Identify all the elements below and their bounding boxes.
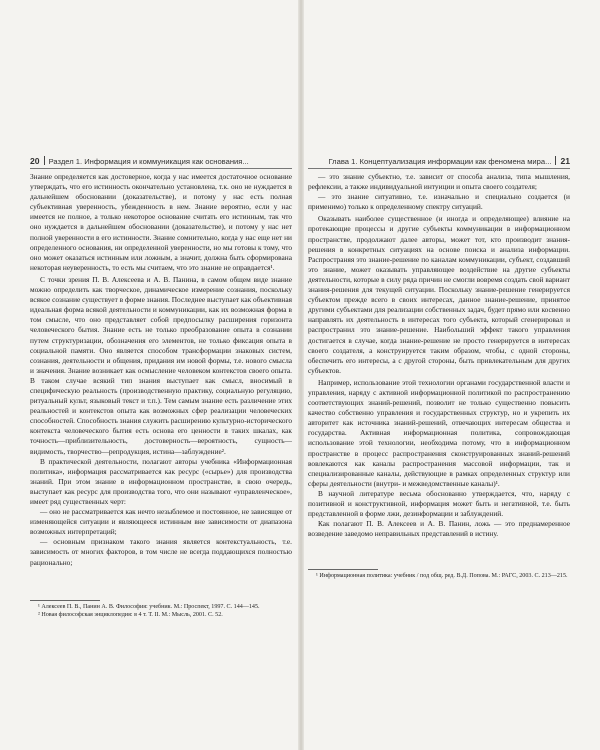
left-paragraph-5: — основным признаком такого знания является контекстуальность, т.е. зависимость от многих факторов, в том числе не всегда поддающихся полностью рационально; [30, 537, 292, 567]
right-paragraph-3: Оказывать наиболее существенное (и иногда и определяющее) влияние на протекающие процессы и другие субъекты коммуникации в информационном пространстве, продолжают далее авторы, может тот, кто производит знания-решения в конкретных ситуациях на основе поиска и анализа информации. Распространяя это знание-решение по каналам коммуникации, субъект, создавший это знание, может оказывать управляющее воздействие на другие субъекты деятельности, которые в силу ряда причин не смогли вовремя создать свой вариант знания-решения для текущей ситуации. Поскольку знание-решение генерируется субъектом прежде всего в своих интересах, данное знание-решение, принятое другими субъектами для реализации собственных задач, будет прямо или косвенно направлять их деятельность в интересах того субъекта, который сгенерировал и распространил это знание-решение. Наибольший эффект такого управления достигается в случае, когда знание-решение не просто генерируется в интересах своего создателя, а конструируется таким образом, чтобы, с одной стороны, обеспечить его интересы, а с другой стороны, быть привлекательным для других субъектов. [308, 214, 570, 375]
right-running-head: Глава 1. Концептуализация информации как феномена мира... [328, 157, 552, 166]
right-page-body [308, 172, 570, 539]
right-paragraph-5: В научной литературе весьма обоснованно утверждается, что, наряду с позитивной и конструктивной, информация может быть и негативной, т.е. быть представленной в форме лжи, дезинформации и заблуждений. [308, 488, 570, 519]
left-paragraph-4: — оно не рассматривается как нечто незыблемое и постоянное, не зависящее от изменяющейся ситуации и являющееся истинным вне зависимости от диапазона возможных интерпретаций; [30, 507, 292, 537]
right-paragraph-6: Как полагают П. В. Алексеев и А. В. Панин, ложь — это преднамеренное возведение заведомо неправильных представлений в истину. [308, 519, 570, 539]
left-footnotes [30, 603, 292, 620]
left-page-number: 20 [30, 156, 40, 166]
right-footnotes [308, 572, 570, 580]
right-paragraph-2: — это знание ситуативно, т.е. изначально и специально создается (и применимо) только к определенному спектру ситуаций. [308, 192, 570, 212]
right-header-rule [308, 168, 570, 169]
left-footnote-2: ² Новая философская энциклопедия: в 4 т. Т. II. М.: Мысль, 2001. С. 52. [38, 612, 223, 619]
left-running-head: Раздел 1. Информация и коммуникация как основания... [48, 157, 249, 166]
left-paragraph-3: В практической деятельности, полагают авторы учебника «Информационная политика», информация рассматривается как ресурс («сырье») для производства знаний. При этом знание в информационном пространстве, в свою очередь, выступает как ресурс для производства того, что они называют «управленческое», имеет ряд существенных черт: [30, 456, 292, 506]
left-running-header [30, 156, 292, 166]
right-paragraph-1: — это знание субъектно, т.е. зависит от способа анализа, типа мышления, рефлексии, а также индивидуальной интуиции и опыта своего создателя; [308, 172, 570, 192]
left-footnote-rule [30, 600, 100, 601]
right-paragraph-4: Например, использование этой технологии органами государственной власти и управления, наряду с активной информационной политикой по распространению соответствующих знаний-решений, позволит не только существенно повысить качество собственно управления и государственных структур, но и укрепить их авторитет как источника знаний-решений, отвечающих интересам общества и государства. Активная информационная политика, сопровождающая использование этой технологии, необходима потому, что в информационном пространстве в процесс распространения сконструированных знаний-решений вовлекаются как каналы распространения массовой информации, так и специализированные каналы, действующие в рамках определенных структур или сферы деятельности (внутри- и межведомственные каналы)¹. [308, 377, 570, 488]
book-gutter [298, 0, 304, 750]
left-page-body [30, 172, 292, 568]
left-header-rule [30, 168, 292, 169]
header-separator [555, 156, 556, 165]
header-separator [44, 156, 45, 165]
left-paragraph-1: Знание определяется как достоверное, когда у нас имеется достаточное основание утверждать, что его истинность окончательно установлена, т.к. оно не нуждается в дальнейшем обосновании (доказательстве), и потому у нас есть полная субъективная уверенность, убежденность в нем. Знание вероятно, если у нас имеется не полное, а только некоторое основание считать его истинным, так что оно нуждается в дальнейшем обосновании (доказательстве), и потому у нас нет полной уверенности в его истинности. Знание сомнительно, когда у нас еще нет ни определенного основания, ни определенной уверенности, но мы готовы к тому, что оно может оказаться истинным или ложным, а значит, должна быть сформирована некоторая неуверенность, то есть мы считаем, что это знание не оправдается¹. [30, 172, 292, 272]
right-page-number: 21 [560, 156, 570, 166]
left-paragraph-2: С точки зрения П. В. Алексеева и А. В. Панина, в самом общем виде знание можно определить как творческое, динамическое измерение сознания, поскольку всякое сознание существует в форме знания. Последнее выступает как объективная идеальная форма всякой деятельности и коммуникации, как их возможная форма в том смысле, что оно представляет собой предпосылку расширения горизонта человеческого бытия. Знание есть не только преобразование опыта в сознании путем структуризации, обозначения его элементов, не только фиксация опыта в социальной памяти. Оно является способом трансформации знаковых систем, сознания, деятельности и общения, придания им новой формы, т.е. нового смысла и значения. Знание возникает как осмысление человеком контекстов своего опыта. В таком случае всякий тип знания выступает как смысл, вносимый в специфическую реальность (производственную практику, социальную регуляцию, ритуальный культ, языковый текст и т.п.). Тем самым знание есть различение этих реальностей и контекстов опыта как возможных сфер реализации человеческих способностей. Способность знания служить расширению культурно-исторического контекста человеческого бытия есть основа его ценности в таких шкалах, как точность—приблизительность, достоверность—вероятность, сущность—видимость, творчество—репродукция, истина—заблуждение². [30, 274, 292, 456]
left-footnote-1: ¹ Алексеев П. В., Панин А. В. Философия: учебник. М.: Проспект, 1997. С. 144—145. [38, 604, 260, 610]
right-footnote-1: ¹ Информационная политика: учебник / под общ. ред. В.Д. Попова. М.: РАГС, 2003. С. 213—215. [316, 573, 568, 579]
right-running-header [308, 156, 570, 166]
right-footnote-rule [308, 569, 378, 570]
